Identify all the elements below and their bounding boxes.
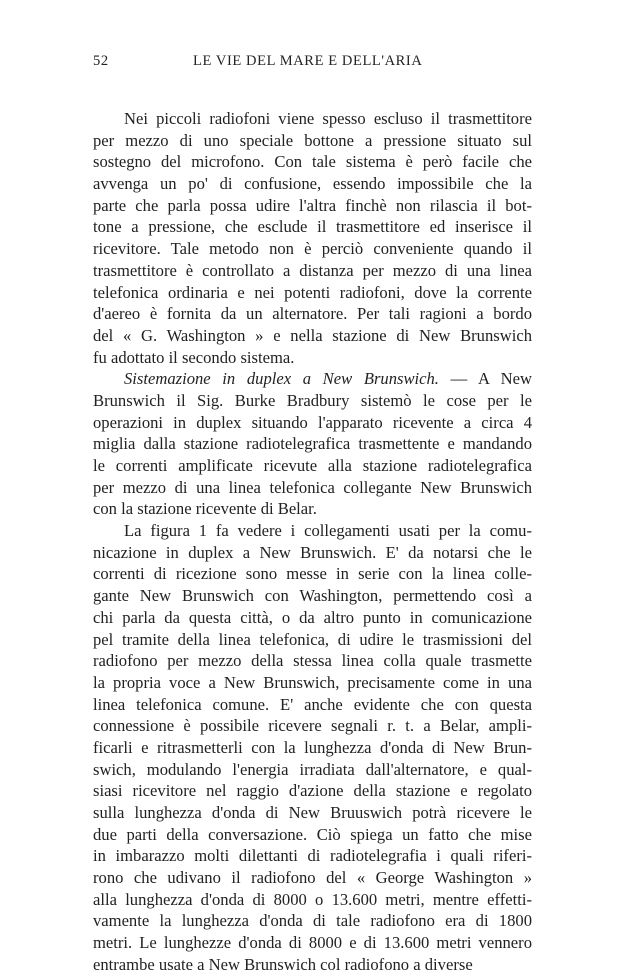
text-line: correnti di ricezione sono messe in serie con la linea colle- <box>93 564 532 584</box>
paragraph <box>93 108 532 368</box>
paragraph <box>93 520 532 975</box>
text-line: siasi ricevitore nel raggio d'azione della stazione e regolato <box>93 781 532 801</box>
text-line: due parti della conversazione. Ciò spiega un fatto che mise <box>93 824 532 844</box>
text-line: telefonica ordinaria e nei potenti radiofoni, dove la corrente <box>93 282 532 302</box>
body-text <box>93 108 532 976</box>
text-line <box>93 368 532 390</box>
text-line: ricevitore. Tale metodo non è perciò conveniente quando il <box>93 239 532 259</box>
running-header <box>93 53 532 75</box>
text-line: vamente la lunghezza d'onda di tale radiofono era di 1800 <box>93 911 532 931</box>
text-line: gante New Brunswich con Washington, permettendo così a <box>93 586 532 606</box>
text-line: metri. Le lunghezze d'onda di 8000 e di 13.600 metri vennero <box>93 933 532 953</box>
text-line: rono che udivano il radiofono del « George Washington » <box>93 868 532 888</box>
text-line: swich, modulando l'energia irradiata dall'alternatore, e qual- <box>93 759 532 779</box>
text-line: Nei piccoli radiofoni viene spesso escluso il trasmettitore <box>124 109 532 128</box>
text-line: fu adottato il secondo sistema. <box>93 347 295 367</box>
running-title: LE VIE DEL MARE E DELL'ARIA <box>193 53 423 69</box>
text-line: la propria voce a New Brunswich, precisamente come in una <box>93 672 532 692</box>
text-line: ficarli e ritrasmetterli con la lunghezza d'onda di New Brun- <box>93 737 532 757</box>
text-line: chi parla da questa città, o da altro punto in comunicazione <box>93 607 532 627</box>
text-line: sulla lunghezza d'onda di New Bruuswich potrà ricevere le <box>93 803 532 822</box>
text-line: le correnti amplificate ricevute alla stazione radiotelegrafica <box>93 456 532 475</box>
page-number: 52 <box>93 53 109 69</box>
section-heading: Sistemazione in duplex a New Brunswich. <box>124 369 439 389</box>
text-line: del « G. Washington » e nella stazione di New Brunswich <box>93 325 532 345</box>
text-line: Brunswich il Sig. Burke Bradbury sistemò le cose per le <box>93 390 532 410</box>
text-line: d'aereo è fornita da un alternatore. Per tali ragioni a bordo <box>93 304 532 324</box>
text-line: per mezzo di uno speciale bottone a pressione situato sul <box>93 130 532 150</box>
text-line: parte che parla possa udire l'altra finchè non rilascia il bot- <box>93 195 532 215</box>
text-line: per mezzo di una linea telefonica collegante New Brunswich <box>93 477 532 497</box>
text-line: in imbarazzo molti dilettanti di radiotelegrafia i quali riferi- <box>93 846 532 866</box>
text-line: nicazione in duplex a New Brunswich. E' da notarsi che le <box>93 542 532 562</box>
line-text: — A New <box>438 369 532 389</box>
text-line: pel tramite della linea telefonica, di udire le trasmissioni del <box>93 629 532 649</box>
text-line: linea telefonica comune. E' anche evidente che con questa <box>93 694 532 714</box>
text-line: entrambe usate a New Brunswich col radiofono a diverse <box>93 954 473 974</box>
text-line: miglia dalla stazione radiotelegrafica trasmettente e mandando <box>93 434 532 454</box>
paragraph <box>93 368 532 520</box>
text-line: operazioni in duplex situando l'apparato ricevente a circa 4 <box>93 412 532 432</box>
text-line: alla lunghezza d'onda di 8000 o 13.600 metri, mentre effetti- <box>93 889 532 909</box>
text-line: trasmettitore è controllato a distanza per mezzo di una linea <box>93 260 532 280</box>
text-line: sostegno del microfono. Con tale sistema è però facile che <box>93 152 532 172</box>
text-line: tone a pressione, che esclude il trasmettitore ed inserisce il <box>93 217 532 237</box>
text-line: connessione è possibile ricevere segnali r. t. a Belar, ampli- <box>93 716 532 736</box>
text-line: avvenga un po' di confusione, essendo impossibile che la <box>93 174 532 194</box>
text-line: radiofono per mezzo della stessa linea colla quale trasmette <box>93 651 532 671</box>
text-line: con la stazione ricevente di Belar. <box>93 499 317 519</box>
text-line: La figura 1 fa vedere i collegamenti usati per la comu- <box>124 521 532 541</box>
